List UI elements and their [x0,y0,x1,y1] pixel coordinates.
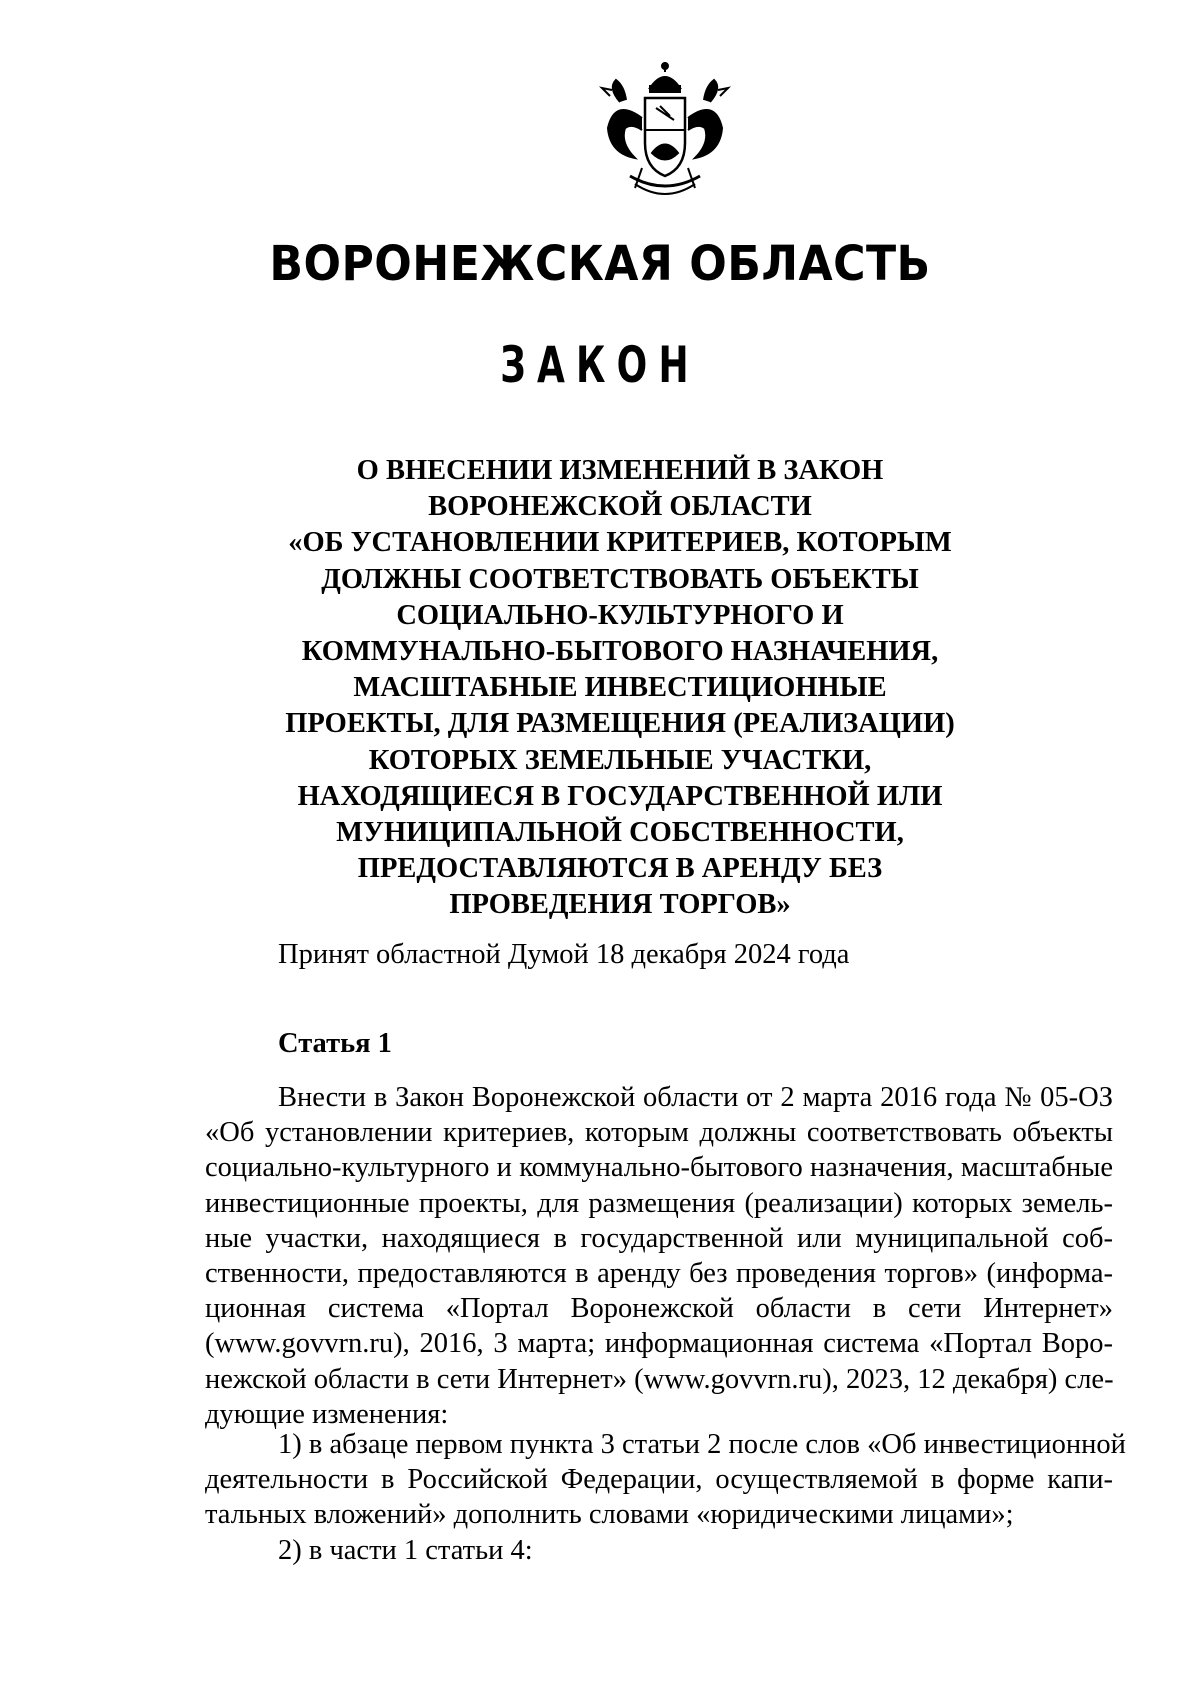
item-line: деятельности в Российской Федерации, осуществляемой в форме капи- [205,1464,1113,1496]
title-line: МАСШТАБНЫЕ ИНВЕСТИЦИОННЫЕ [353,672,887,704]
article-paragraph [205,1080,1113,1432]
title-line: ПРЕДОСТАВЛЯЮТСЯ В АРЕНДУ БЕЗ [357,853,883,885]
list-item-1 [205,1427,1126,1533]
title-line: КОТОРЫХ ЗЕМЕЛЬНЫЕ УЧАСТКИ, [368,744,872,776]
law-title [240,453,1000,924]
document-type: ЗАКОН [500,336,700,394]
title-line: КОММУНАЛЬНО-БЫТОВОГО НАЗНАЧЕНИЯ, [301,636,939,668]
paragraph-line: социально-культурного и коммунально-бытового назначения, масштабные [205,1152,1113,1184]
paragraph-line: нежской области в сети Интернет» (www.govvrn.ru), 2023, 12 декабря) сле- [205,1363,1114,1395]
paragraph-line: ственности, предоставляются в аренду без проведения торгов» (информа- [205,1257,1113,1289]
paragraph-line: инвестиционные проекты, для размещения (реализации) которых земель- [205,1187,1113,1219]
paragraph-line: (www.govvrn.ru), 2016, 3 марта; информационная система «Портал Воро- [205,1328,1113,1360]
paragraph-line: ные участки, находящиеся в государственной или муниципальной соб- [205,1222,1113,1254]
paragraph-line: дующие изменения: [205,1398,449,1430]
article-heading: Статья 1 [278,1028,392,1059]
title-line: ДОЛЖНЫ СООТВЕТСТВОВАТЬ ОБЪЕКТЫ [321,563,919,595]
paragraph-line: ционная система «Портал Воронежской области в сети Интернет» [205,1293,1113,1325]
paragraph-line: Внести в Закон Воронежской области от 2 марта 2016 года № 05-ОЗ [278,1082,1113,1113]
title-line: ПРОЕКТЫ, ДЛЯ РАЗМЕЩЕНИЯ (РЕАЛИЗАЦИИ) [285,708,955,740]
title-line: ПРОВЕДЕНИЯ ТОРГОВ» [449,889,791,921]
title-line: О ВНЕСЕНИИ ИЗМЕНЕНИЙ В ЗАКОН [356,455,884,486]
item-line: 2) в части 1 статьи 4: [278,1535,533,1566]
coat-of-arms-emblem [590,58,740,208]
list-item-2 [205,1533,1113,1568]
title-line: МУНИЦИПАЛЬНОЙ СОБСТВЕННОСТИ, [336,817,904,849]
region-name: ВОРОНЕЖСКАЯ ОБЛАСТЬ [269,236,931,292]
item-line: 1) в абзаце первом пункта 3 статьи 2 после слов «Об инвестиционной [278,1429,1126,1460]
title-line: СОЦИАЛЬНО-КУЛЬТУРНОГО И [396,599,844,631]
title-line: ВОРОНЕЖСКОЙ ОБЛАСТИ [428,491,812,523]
paragraph-line: «Об установлении критериев, которым должны соответствовать объекты [205,1117,1113,1149]
item-line: тальных вложений» дополнить словами «юридическими лицами»; [205,1499,1014,1531]
title-line: НАХОДЯЩИЕСЯ В ГОСУДАРСТВЕННОЙ ИЛИ [297,780,943,812]
title-line: «ОБ УСТАНОВЛЕНИИ КРИТЕРИЕВ, КОТОРЫМ [288,527,952,559]
adoption-note: Принят областной Думой 18 декабря 2024 года [278,939,850,970]
